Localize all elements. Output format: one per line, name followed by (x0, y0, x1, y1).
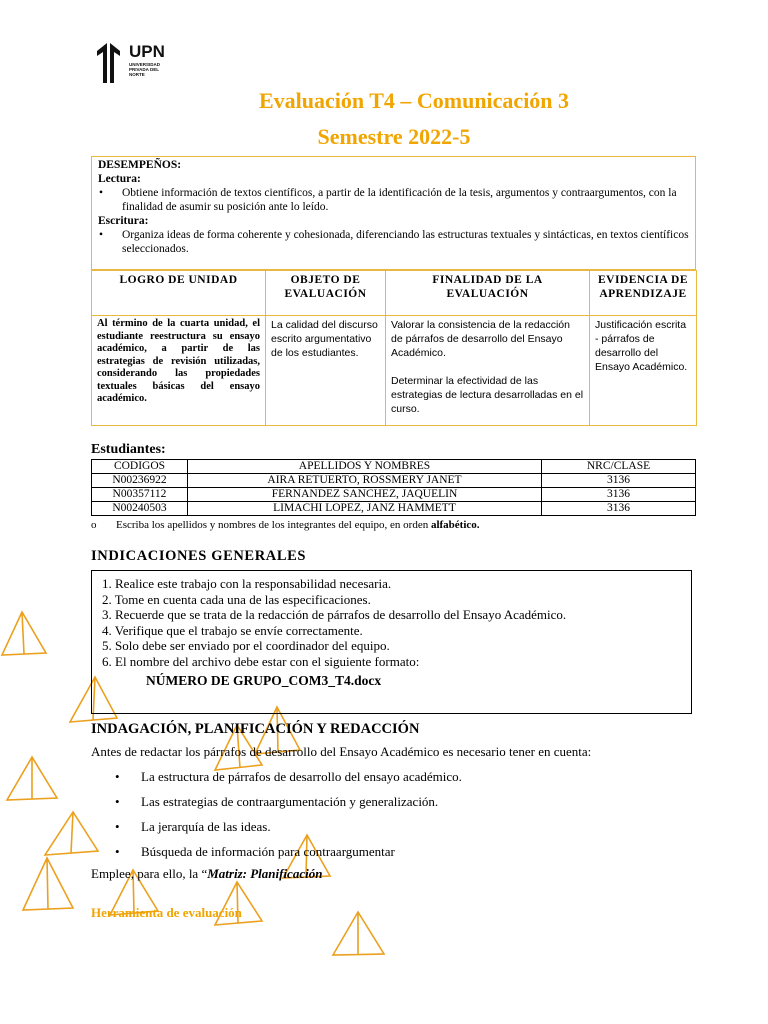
student-code: N00357112 (92, 488, 188, 502)
table-row (92, 474, 696, 488)
student-nrc: 3136 (542, 474, 696, 488)
student-nrc: 3136 (542, 488, 696, 502)
document-title: Evaluación T4 – Comunicación 3 (258, 88, 570, 113)
cell-objeto: La calidad del discurso escrito argumentativo de los estudiantes. (266, 316, 386, 426)
note-marker: o (91, 519, 97, 531)
indagacion-list (91, 769, 462, 869)
student-name: LIMACHI LOPEZ, JANZ HAMMETT (188, 502, 542, 516)
cell-finalidad (386, 316, 590, 426)
header-objeto: OBJETO DE EVALUACIÓN (266, 271, 386, 316)
student-code: N00240503 (92, 502, 188, 516)
lectura-item: • Obtiene información de textos científicos, a partir de la identificación de la tesis, argumentos y contraargumentos, con la finalidad de asumir su posición ante lo leído. (98, 186, 689, 214)
lectura-label: Lectura: (98, 173, 141, 185)
desempenos-box (91, 156, 696, 270)
escritura-label: Escritura: (98, 215, 149, 227)
list-item: • Búsqueda de información para contraargumentar (91, 844, 462, 869)
students-header-row (92, 460, 696, 474)
header-nombres: APELLIDOS Y NOMBRES (188, 460, 542, 474)
list-item: 5. Solo debe ser enviado por el coordinador del equipo. (102, 638, 390, 653)
list-item: 4. Verifique que el trabajo se envíe correctamente. (102, 622, 363, 638)
indicaciones-heading: INDICACIONES GENERALES (91, 548, 307, 564)
logo-name: UPN (129, 42, 165, 61)
document-subtitle: Semestre 2022-5 (317, 124, 471, 149)
note-bold: alfabético. (430, 519, 480, 531)
header-evidencia: EVIDENCIA DE APRENDIZAJE (590, 271, 697, 316)
header-finalidad: FINALIDAD DE LA EVALUACIÓN (386, 271, 590, 316)
students-table (91, 459, 696, 516)
students-note (91, 519, 480, 531)
student-name: FERNANDEZ SANCHEZ, JAQUELIN (188, 488, 542, 502)
list-item: • Las estrategias de contraargumentación y generalización. (91, 794, 462, 819)
logo-subtitle: UNIVERSIDAD PRIVADA DEL NORTE (129, 62, 161, 77)
student-nrc: 3136 (542, 502, 696, 516)
evaluation-table (91, 270, 697, 426)
indicaciones-box (91, 570, 692, 714)
list-item: • La estructura de párrafos de desarrollo del ensayo académico. (91, 769, 462, 794)
finalidad-1: Valorar la consistencia de la redacción de párrafos de desarrollo del Ensayo Académico. (391, 319, 570, 359)
list-item: • La jerarquía de las ideas. (91, 819, 462, 844)
list-item: 1. Realice este trabajo con la responsabilidad necesaria. (102, 576, 392, 591)
note-text: Escriba los apellidos y nombres de los integrantes del equipo, en orden (116, 519, 429, 531)
escritura-item: • Organiza ideas de forma coherente y cohesionada, diferenciando las estructuras textuales y sintácticas, en textos científicos seleccionados. (98, 228, 689, 256)
upn-logo-mark-icon (96, 43, 126, 83)
herramienta-heading: Herramienta de evaluación (91, 905, 242, 920)
header-logro: LOGRO DE UNIDAD (92, 271, 266, 316)
table-row (92, 502, 696, 516)
finalidad-2: Determinar la efectividad de las estrategias de lectura desarrolladas en el curso. (391, 375, 584, 415)
list-item: 6. El nombre del archivo debe estar con el siguiente formato: (102, 653, 420, 669)
emplee-prefix: Emplee, para ello, la “ (91, 866, 208, 881)
list-item: 2. Tome en cuenta cada una de las especificaciones. (102, 591, 371, 607)
student-name: AIRA RETUERTO, ROSSMERY JANET (188, 474, 542, 488)
upn-logo (96, 43, 166, 83)
list-item: 3. Recuerde que se trata de la redacción de párrafos de desarrollo del Ensayo Académico. (102, 607, 567, 622)
desempenos-heading: DESEMPEÑOS: (98, 159, 182, 171)
file-format: NÚMERO DE GRUPO_COM3_T4.docx (146, 673, 382, 688)
cell-logro: Al término de la cuarta unidad, el estudiante reestructura su ensayo académico, a partir de las estrategias de revisión utilizadas, considerando las propiedades textuales básicas del ensayo académico. (92, 316, 266, 426)
indagacion-heading: INDAGACIÓN, PLANIFICACIÓN Y REDACCIÓN (91, 721, 420, 737)
cell-evidencia: Justificación escrita - párrafos de desarrollo del Ensayo Académico. (590, 316, 697, 426)
header-codigos: CODIGOS (92, 460, 188, 474)
matriz-link: Matriz: Planificación (207, 866, 323, 881)
header-nrc: NRC/CLASE (542, 460, 696, 474)
students-label: Estudiantes: (91, 442, 166, 457)
emplee-text (91, 866, 322, 882)
table-row (92, 488, 696, 502)
indagacion-intro: Antes de redactar los párrafos de desarrollo del Ensayo Académico es necesario tener en cuenta: (91, 744, 592, 759)
student-code: N00236922 (92, 474, 188, 488)
